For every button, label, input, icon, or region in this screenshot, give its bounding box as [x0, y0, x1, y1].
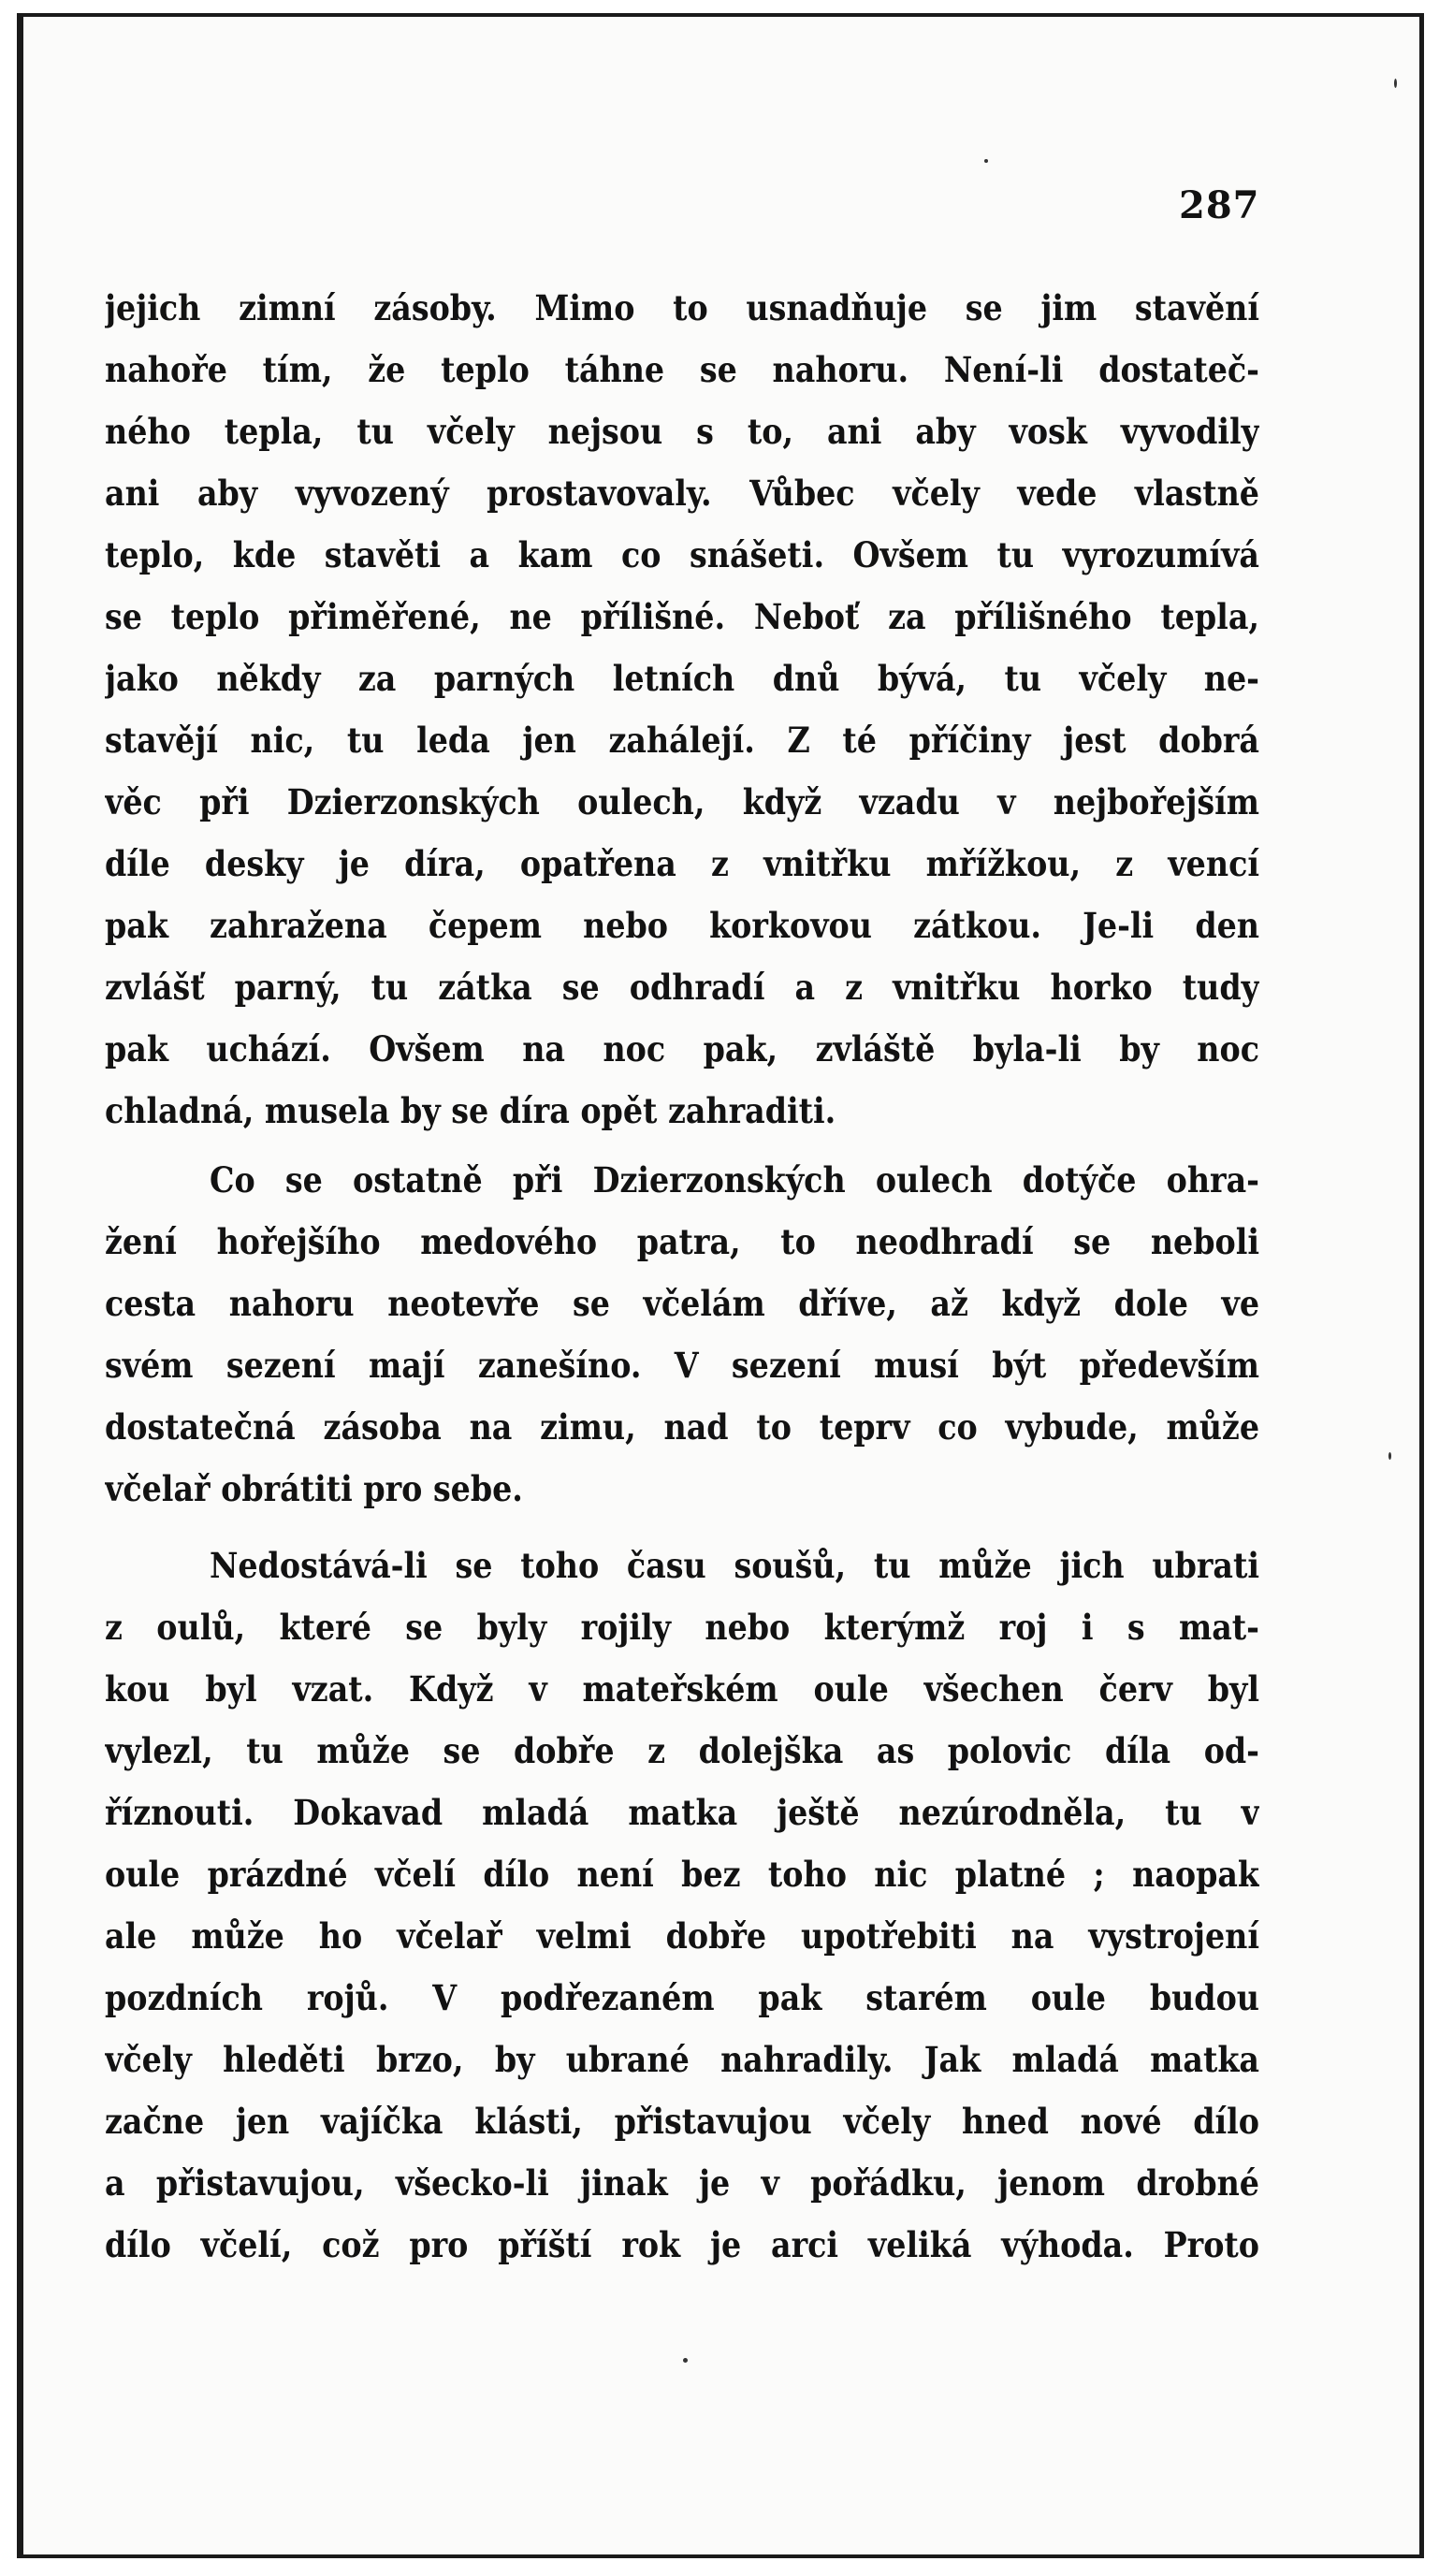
text-line: se teplo přiměřené, ne přílišné. Neboť za přílišného tepla,	[105, 596, 1259, 637]
text-line: pak uchází. Ovšem na noc pak, zvláště byla-li by noc	[105, 1028, 1259, 1070]
print-speck	[984, 159, 988, 163]
text-line: chladná, musela by se díra opět zahraditi.	[105, 1090, 836, 1131]
text-line: věc při Dzierzonských oulech, když vzadu v nejbořejším	[105, 781, 1259, 822]
text-line: cesta nahoru neotevře se včelám dříve, až když dole ve	[105, 1283, 1259, 1324]
text-line: jejich zimní zásoby. Mimo to usnadňuje se jim stavění	[105, 287, 1259, 328]
text-line: vylezl, tu může se dobře z dolejška as polovic díla od-	[105, 1730, 1259, 1771]
text-line: žení hořejšího medového patra, to neodhradí se neboli	[105, 1221, 1259, 1262]
text-line: pozdních rojů. V podřezaném pak starém oule budou	[105, 1977, 1259, 2018]
text-line: oule prázdné včelí dílo není bez toho nic platné ; naopak	[105, 1854, 1259, 1895]
text-line: nahoře tím, že teplo táhne se nahoru. Není-li dostateč-	[105, 349, 1259, 390]
text-line: dílo včelí, což pro příští rok je arci veliká výhoda. Proto	[105, 2224, 1259, 2265]
text-line: Co se ostatně při Dzierzonských oulech dotýče ohra-	[210, 1159, 1259, 1201]
text-line: zvlášť parný, tu zátka se odhradí a z vnitřku horko tudy	[105, 967, 1259, 1008]
text-line: jako někdy za parných letních dnů bývá, tu včely ne-	[105, 658, 1259, 699]
text-line: kou byl vzat. Když v mateřském oule všechen červ byl	[105, 1668, 1259, 1710]
text-line: Nedostává-li se toho času soušů, tu může jich ubrati	[210, 1545, 1259, 1586]
text-line: svém sezení mají zanešíno. V sezení musí být především	[105, 1345, 1259, 1386]
text-line: a přistavujou, všecko-li jinak je v pořádku, jenom drobné	[105, 2162, 1259, 2204]
text-line: ného tepla, tu včely nejsou s to, ani aby vosk vyvodily	[105, 411, 1259, 452]
text-line: ani aby vyvozený prostavovaly. Vůbec včely vede vlastně	[105, 473, 1259, 514]
text-line: pak zahražena čepem nebo korkovou zátkou. Je-li den	[105, 905, 1259, 946]
text-line: dostatečná zásoba na zimu, nad to teprv co vybude, může	[105, 1406, 1259, 1448]
text-line: díle desky je díra, opatřena z vnitřku mřížkou, z vencí	[105, 843, 1259, 884]
text-line: teplo, kde stavěti a kam co snášeti. Ovšem tu vyrozumívá	[105, 534, 1259, 575]
page-number: 287	[1179, 183, 1260, 227]
print-speck	[1394, 79, 1397, 88]
text-line: začne jen vajíčka klásti, přistavujou včely hned nové dílo	[105, 2101, 1259, 2142]
text-line: včely hleděti brzo, by ubrané nahradily. Jak mladá matka	[105, 2039, 1259, 2080]
print-speck	[683, 2358, 688, 2363]
text-line: ale může ho včelař velmi dobře upotřebiti na vystrojení	[105, 1915, 1259, 1957]
text-line: říznouti. Dokavad mladá matka ještě nezúrodněla, tu v	[105, 1792, 1259, 1833]
text-line: z oulů, které se byly rojily nebo kterýmž roj i s mat-	[105, 1607, 1259, 1648]
text-line: stavějí nic, tu leda jen zahálejí. Z té příčiny jest dobrá	[105, 720, 1259, 761]
text-line: včelař obrátiti pro sebe.	[105, 1468, 523, 1509]
print-speck	[1388, 1452, 1391, 1460]
paragraph-2	[105, 1149, 1259, 1520]
paragraph-1	[105, 277, 1259, 1142]
paragraph-3	[105, 1535, 1259, 2276]
